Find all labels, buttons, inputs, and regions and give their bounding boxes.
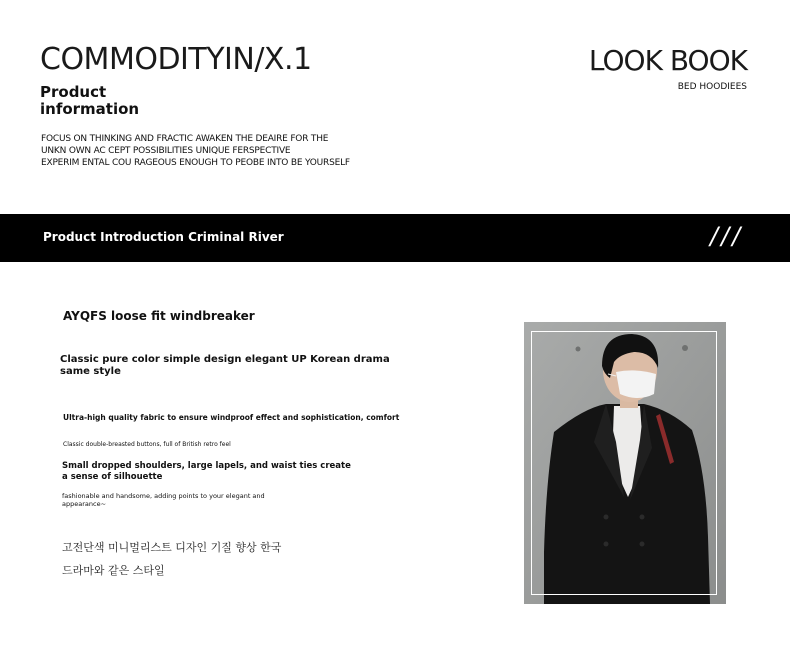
section-label (40, 84, 139, 118)
product-photo (524, 322, 726, 604)
wall-hole (576, 347, 581, 352)
korean-description-line: 고전단색 미니멀리스트 디자인 기질 향상 한국 (62, 541, 282, 554)
coat-button (604, 515, 609, 520)
lookbook-subtitle: BED HOODIEES (677, 82, 747, 92)
tagline-line: EXPERIM ENTAL COU RAGEOUS ENOUGH TO PEOBE INTO BE YOURSELF (41, 158, 350, 168)
coat-button (604, 542, 609, 547)
feature-text: Classic double-breasted buttons, full of British retro feel (63, 441, 231, 448)
banner-slashes-decoration: /// (710, 222, 744, 250)
feature-text: Small dropped shoulders, large lapels, and waist ties create a sense of silhouette (62, 461, 351, 482)
feature-text: Ultra-high quality fabric to ensure windproof effect and sophistication, comfort (63, 413, 400, 422)
tagline-line: UNKN OWN AC CEPT POSSIBILITIES UNIQUE FERSPECTIVE (41, 146, 291, 156)
banner-title: Product Introduction Criminal River (43, 230, 284, 244)
coat-button (640, 515, 645, 520)
section-label-line2: information (40, 100, 140, 118)
brand-title: COMMODITYIN/X.1 (40, 42, 312, 77)
face-mask (616, 370, 656, 398)
tagline (41, 133, 350, 169)
korean-description-line: 드라마와 같은 스타일 (62, 564, 165, 577)
wall-hole (682, 345, 688, 351)
coat-button (640, 542, 645, 547)
tagline-line: FOCUS ON THINKING AND FRACTIC AWAKEN THE DEAIRE FOR THE (41, 134, 329, 144)
product-name: AYQFS loose fit windbreaker (63, 309, 255, 323)
feature-text: fashionable and handsome, adding points to your elegant and appearance~ (62, 492, 265, 508)
section-label-line1: Product (40, 83, 107, 101)
model-illustration (524, 322, 726, 604)
lookbook-title: LOOK BOOK (588, 44, 747, 77)
product-description: Classic pure color simple design elegant UP Korean drama same style (60, 354, 390, 377)
